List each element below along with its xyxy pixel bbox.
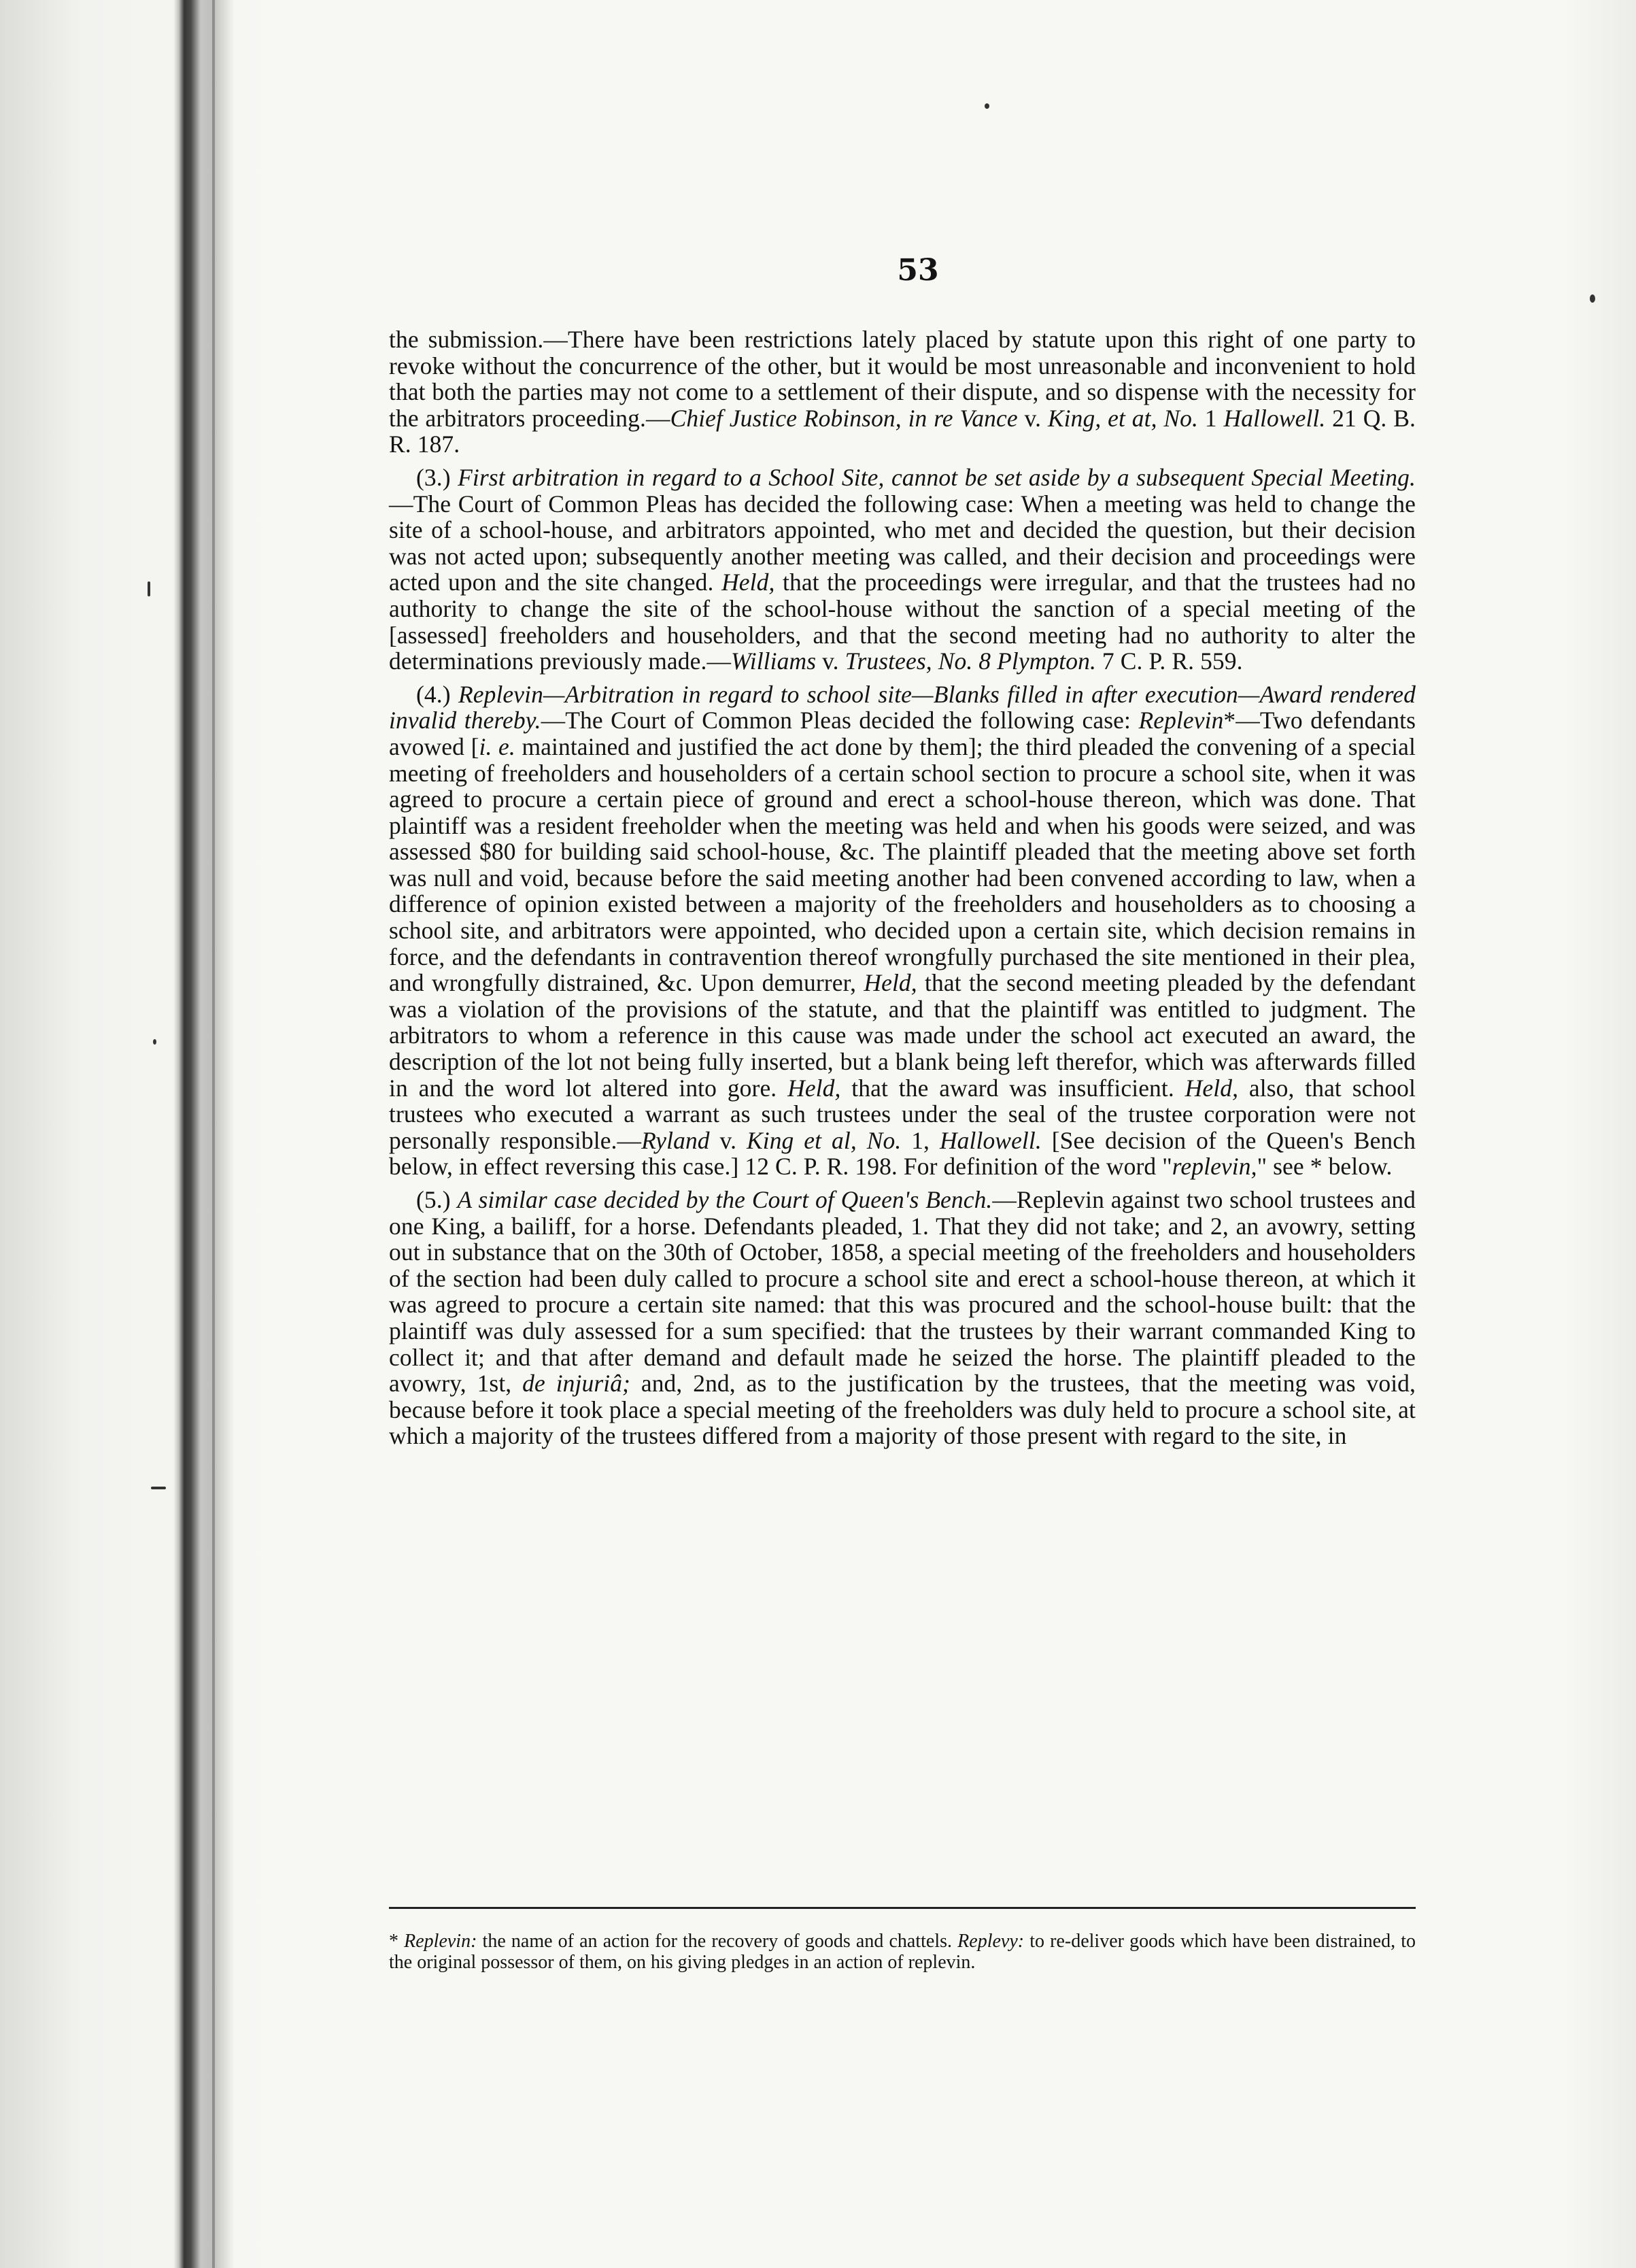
text-run: 1	[1197, 404, 1224, 432]
text-run: (4.)	[416, 680, 458, 708]
italic-run: First arbitration in regard to a School Site, cannot be set aside by a subsequent Special Meeting.	[458, 463, 1416, 491]
text-run: *	[389, 1931, 405, 1952]
paragraph-continuation	[389, 326, 1416, 458]
text-run: v.	[816, 647, 845, 675]
page-body	[389, 326, 1416, 1449]
text-run: that the award was insufficient.	[840, 1074, 1185, 1102]
italic-run: Held,	[864, 969, 917, 997]
paper-speck	[985, 103, 989, 109]
text-run: —The Court of Common Pleas decided the following case:	[541, 707, 1139, 734]
paper-speck	[148, 581, 150, 596]
text-run: and, 2nd, as to the justification by the trustees, that the meeting was void, because before it took place a special meeting of the freeholders was duly held to procure a school site, at which a majority of the trustees differed from a majority of those present with regard to the site, in	[389, 1370, 1416, 1450]
footnote	[389, 1931, 1416, 1973]
paper-speck	[151, 1487, 166, 1489]
italic-run: de injuriâ;	[522, 1370, 630, 1398]
italic-run: Held,	[787, 1074, 841, 1102]
text-run: v.	[709, 1126, 747, 1154]
paragraph-case-5	[389, 1187, 1416, 1449]
page-edge	[212, 0, 215, 2268]
italic-run: Replevin—Arbitration in regard to school site—Blanks filled in after execution—Award rendered invalid thereby.	[389, 680, 1416, 734]
text-run: maintained and justified the act done by them]; the third pleaded the convening of a special meeting of freeholders and householders of a certain school section to procure a school site, when it was agreed to procure a certain piece of ground and erect a school-house thereon, which was done. That plaintiff was a resident freeholder when the meeting was held and when his goods were seized, and was assessed $80 for building said school-house, &c. The plaintiff pleaded that the meeting above set forth was null and void, because before the said meeting another had been convened according to law, when a difference of opinion existed between a majority of the freeholders and householders as to choosing a school site, and arbitrators were appointed, who decided upon a certain site, which decision remains in force, and the defendants in contravention thereof wrongfully purchased the site mentioned in their plea, and wrongfully distrained, &c. Upon demurrer,	[389, 732, 1416, 997]
footnote-rule	[389, 1907, 1416, 1909]
text-run: the name of an action for the recovery of goods and chattels.	[477, 1931, 958, 1952]
text-run: that the proceedings were irregular, and that the trustees had no authority to change the site of the school-house without the sanction of a special meeting of the [assessed] freeholders and householders, and that the second meeting had no authority to alter the determinations previously made.—	[389, 569, 1416, 675]
text-run: 21 Q. B. R. 187.	[389, 404, 1416, 458]
paragraph-case-4	[389, 681, 1416, 1180]
page-number: 53	[897, 253, 939, 288]
paper-speck	[1590, 294, 1595, 303]
text-run: 7 C. P. R. 559.	[1095, 647, 1243, 675]
italic-run: Held,	[721, 569, 775, 596]
italic-run: Replevy:	[957, 1931, 1025, 1952]
paper-speck	[153, 1039, 156, 1045]
italic-run: Ryland	[641, 1126, 710, 1154]
text-run: to re-deliver goods which have been distrained, to the original possessor of them, on his giving pledges in an action of replevin.	[389, 1931, 1416, 1973]
italic-run: Held,	[1185, 1074, 1239, 1102]
text-run: (5.)	[416, 1186, 458, 1213]
italic-run: Hallowell.	[939, 1126, 1042, 1154]
text-run: " see * below.	[1257, 1153, 1393, 1181]
italic-run: Replevin	[1138, 707, 1224, 734]
paragraph-case-3	[389, 464, 1416, 675]
text-run: (3.)	[416, 463, 458, 491]
text-run: *—Two defendants avowed [	[389, 707, 1416, 760]
italic-run: i. e.	[479, 732, 515, 760]
italic-run: A similar case decided by the Court of Queen's Bench.	[457, 1186, 993, 1213]
text-run: —The Court of Common Pleas has decided the following case: When a meeting was held to change the site of a school-house, and arbitrators appointed, who met and decided the question, but their decision was not acted upon; subsequently another meeting was called, and their decision and proceedings were acted upon and the site changed.	[389, 490, 1416, 596]
binding-gutter	[173, 0, 235, 2268]
italic-run: King et al, No.	[746, 1126, 902, 1154]
text-run: the submission.—There have been restrictions lately placed by statute upon this right of one party to revoke without the concurrence of the other, but it would be most unreasonable and inconvenient to hold that both the parties may not come to a settlement of their dispute, and so dispense with the necessity for the arbitrators proceeding.—	[389, 326, 1416, 432]
italic-run: King, et at, No.	[1047, 404, 1198, 432]
italic-run: Hallowell.	[1223, 404, 1326, 432]
italic-run: Williams	[731, 647, 817, 675]
text-run: also, that school trustees who executed a warrant as such trustees under the seal of the trustee corporation were not personally responsible.—	[389, 1074, 1416, 1154]
italic-run: replevin,	[1172, 1153, 1257, 1181]
text-run: 1,	[901, 1126, 940, 1154]
italic-run: Replevin:	[404, 1931, 477, 1952]
italic-run: Chief Justice Robinson, in re Vance	[670, 404, 1018, 432]
text-run: v.	[1017, 404, 1048, 432]
text-run: that the second meeting pleaded by the defendant was a violation of the provisions of the statute, and that the plaintiff was entitled to judgment. The arbitrators to whom a reference in this cause was made under the school act executed an award, the description of the lot not being fully inserted, but a blank being left therefor, which was afterwards filled in and the word lot altered into gore.	[389, 969, 1416, 1102]
text-run: [See decision of the Queen's Bench below, in effect reversing this case.] 12 C. P. R. 198. For definition of the word "	[389, 1126, 1416, 1181]
text-run: —Replevin against two school trustees and one King, a bailiff, for a horse. Defendants pleaded, 1. That they did not take; and 2, an avowry, setting out in substance that on the 30th of October, 1858, a special meeting of the freeholders and householders of the section had been duly called to procure a school site and erect a school-house thereon, at which it was agreed to procure a certain site named: that this was procured and the school-house built: that the plaintiff was duly assessed for a sum specified: that the trustees by their warrant commanded King to collect it; and that after demand and default made he seized the horse. The plaintiff pleaded to the avowry, 1st,	[389, 1186, 1416, 1398]
italic-run: Trustees, No. 8 Plympton.	[845, 647, 1096, 675]
